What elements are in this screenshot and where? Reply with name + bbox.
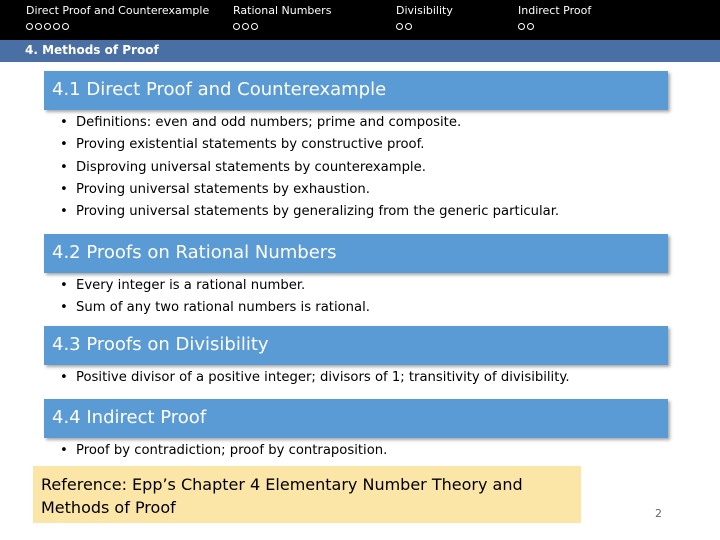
nav-section-divisibility[interactable] (396, 4, 453, 32)
nav-slide-dots (233, 23, 331, 32)
section-navigation-bar (0, 0, 720, 40)
slide-dot-icon[interactable] (44, 23, 51, 30)
nav-section-direct-proof[interactable] (26, 4, 209, 32)
nav-section-label: Rational Numbers (233, 4, 332, 17)
nav-slide-dots (26, 23, 209, 32)
page-number: 2 (655, 507, 662, 520)
slide-dot-icon[interactable] (242, 23, 249, 30)
section-4-3-bullet-list (60, 367, 570, 389)
section-4-1-bullet-list (60, 112, 559, 223)
section-header-4-2 (44, 234, 668, 273)
nav-section-label: Direct Proof and Counterexample (26, 4, 210, 17)
slide-dot-icon[interactable] (233, 23, 240, 30)
slide-dot-icon[interactable] (527, 23, 534, 30)
nav-section-indirect-proof[interactable] (518, 4, 591, 32)
nav-slide-dots (396, 23, 453, 32)
list-item: • Definitions: even and odd numbers; prime and composite. (60, 112, 559, 134)
list-item: • Proof by contradiction; proof by contraposition. (60, 440, 387, 462)
list-item: • Proving existential statements by constructive proof. (60, 134, 559, 156)
slide-dot-icon[interactable] (518, 23, 525, 30)
list-item: • Proving universal statements by exhaustion. (60, 179, 559, 201)
slide-dot-icon[interactable] (35, 23, 42, 30)
section-4-2-bullet-list (60, 275, 370, 320)
section-header-4-4 (44, 399, 668, 438)
section-4-4-bullet-list (60, 440, 387, 462)
section-header-4-3 (44, 326, 668, 365)
section-title: 4.3 Proofs on Divisibility (52, 334, 269, 355)
nav-section-label: Divisibility (396, 4, 453, 17)
slide-subtitle: 4. Methods of Proof (25, 43, 159, 57)
list-item: • Sum of any two rational numbers is rational. (60, 297, 370, 319)
section-title: 4.1 Direct Proof and Counterexample (52, 79, 387, 100)
slide-dot-icon[interactable] (62, 23, 69, 30)
nav-slide-dots (518, 23, 591, 32)
slide-dot-icon[interactable] (405, 23, 412, 30)
section-header-4-1 (44, 71, 668, 110)
slide-dot-icon[interactable] (53, 23, 60, 30)
section-title: 4.4 Indirect Proof (52, 407, 207, 428)
nav-section-rational-numbers[interactable] (233, 4, 331, 32)
section-title: 4.2 Proofs on Rational Numbers (52, 242, 337, 263)
list-item: • Positive divisor of a positive integer; divisors of 1; transitivity of divisibility. (60, 367, 570, 389)
reference-box: Reference: Epp’s Chapter 4 Elementary Number Theory and Methods of Proof (33, 466, 581, 523)
slide-dot-icon[interactable] (26, 23, 33, 30)
slide-dot-icon[interactable] (251, 23, 258, 30)
list-item: • Proving universal statements by generalizing from the generic particular. (60, 201, 559, 223)
nav-section-label: Indirect Proof (518, 4, 592, 17)
list-item: • Disproving universal statements by counterexample. (60, 157, 559, 179)
list-item: • Every integer is a rational number. (60, 275, 370, 297)
slide-dot-icon[interactable] (396, 23, 403, 30)
slide-subtitle-bar (0, 40, 720, 62)
